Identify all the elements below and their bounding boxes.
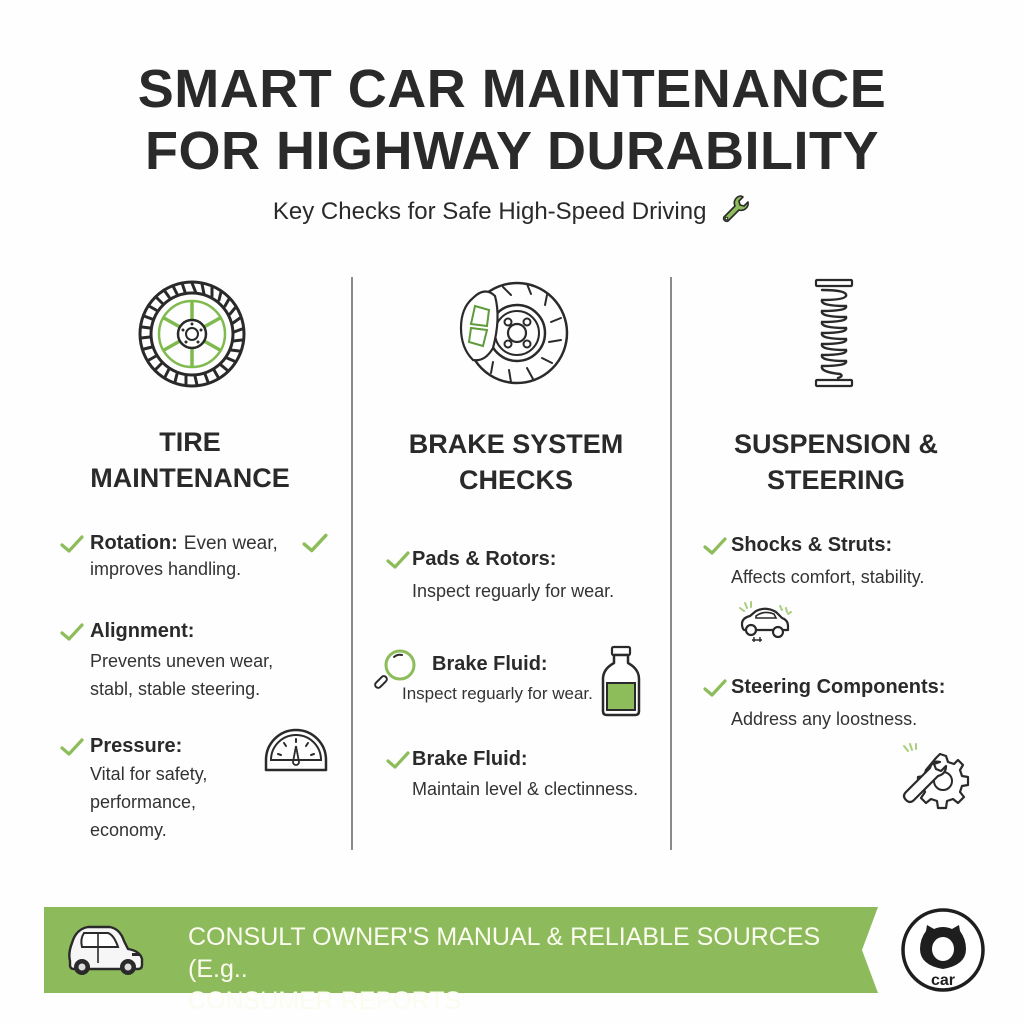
item-desc: Even wear,	[183, 533, 278, 554]
check-item-brake-fluid-inspect	[402, 653, 602, 708]
item-desc-3: economy.	[90, 820, 167, 840]
check-item-brake-fluid-maintain	[386, 748, 666, 803]
banner-text	[188, 921, 878, 1017]
item-desc: Inspect reguarly for wear.	[412, 581, 615, 601]
car-logo	[900, 907, 986, 998]
item-desc: Maintain level & clectinness.	[412, 779, 639, 799]
subtitle	[0, 193, 1024, 232]
item-desc: Affects comfort, stability.	[731, 567, 925, 587]
checkmark-icon	[703, 678, 727, 698]
heading-line-1: TIRE	[159, 427, 221, 457]
title-line-2: FOR HIGHWAY DURABILITY	[144, 121, 880, 181]
item-desc-2: stabl, stable steering.	[90, 679, 261, 699]
item-label: Brake Fluid:	[432, 653, 548, 675]
bouncing-car-icon	[736, 600, 796, 649]
wrench-icon	[719, 193, 751, 232]
item-label: Steering Components:	[731, 676, 946, 698]
check-item-pads-rotors	[386, 548, 666, 605]
item-label: Shocks & Struts:	[731, 534, 893, 556]
check-item-shocks-struts	[703, 534, 1003, 591]
checkmark-icon	[60, 622, 84, 642]
logo-text: car	[930, 972, 956, 989]
item-desc: Inspect reguarly for wear.	[402, 684, 593, 703]
banner-line-1: CONSULT OWNER'S MANUAL & RELIABLE SOURCES (E.g..	[188, 923, 821, 983]
checkmark-icon	[60, 534, 84, 554]
heading-line-2: MAINTENANCE	[90, 463, 290, 493]
item-desc: Vital for safety,	[90, 764, 208, 784]
checkmark-icon-extra	[302, 532, 328, 554]
pressure-gauge-icon	[262, 726, 330, 779]
checkmark-icon	[60, 737, 84, 757]
check-item-alignment	[60, 620, 350, 703]
brake-disc-icon	[455, 278, 571, 393]
item-label: Alignment:	[90, 620, 195, 642]
page-title	[0, 58, 1024, 182]
column-divider-2	[670, 277, 672, 850]
tire-maintenance-heading	[40, 424, 340, 496]
item-label: Rotation:	[90, 532, 178, 554]
item-desc: Prevents uneven wear,	[90, 651, 274, 671]
check-item-steering-components	[703, 676, 1013, 733]
check-item-pressure	[60, 735, 260, 844]
heading-line-2: STEERING	[766, 465, 906, 495]
item-desc: Address any loostness.	[731, 709, 918, 729]
checkmark-icon	[386, 550, 410, 570]
item-desc-2: improves handling.	[90, 559, 242, 579]
coil-spring-icon	[814, 278, 854, 395]
footer-banner	[44, 907, 878, 1015]
banner-line-2: CONSUMER REPORTS	[188, 987, 462, 1015]
title-line-1: SMART CAR MAINTENANCE	[137, 59, 887, 119]
brake-system-heading	[362, 426, 670, 498]
checkmark-icon	[703, 536, 727, 556]
column-divider-1	[351, 277, 353, 850]
heading-line-2: CHECKS	[458, 465, 573, 495]
item-desc-2: performance,	[90, 792, 197, 812]
suspension-steering-heading	[682, 426, 990, 498]
item-label: Pressure:	[90, 735, 183, 757]
item-label: Pads & Rotors:	[412, 548, 557, 570]
tire-icon	[136, 278, 248, 395]
fluid-bottle-icon	[600, 645, 642, 722]
heading-line-1: SUSPENSION &	[733, 429, 939, 459]
heading-line-1: BRAKE SYSTEM	[408, 429, 624, 459]
item-label: Brake Fluid:	[412, 748, 528, 770]
gear-wrench-icon	[896, 742, 970, 819]
checkmark-icon	[386, 750, 410, 770]
smart-car-icon	[64, 923, 148, 984]
subtitle-text: Key Checks for Safe High-Speed Driving	[272, 197, 707, 225]
